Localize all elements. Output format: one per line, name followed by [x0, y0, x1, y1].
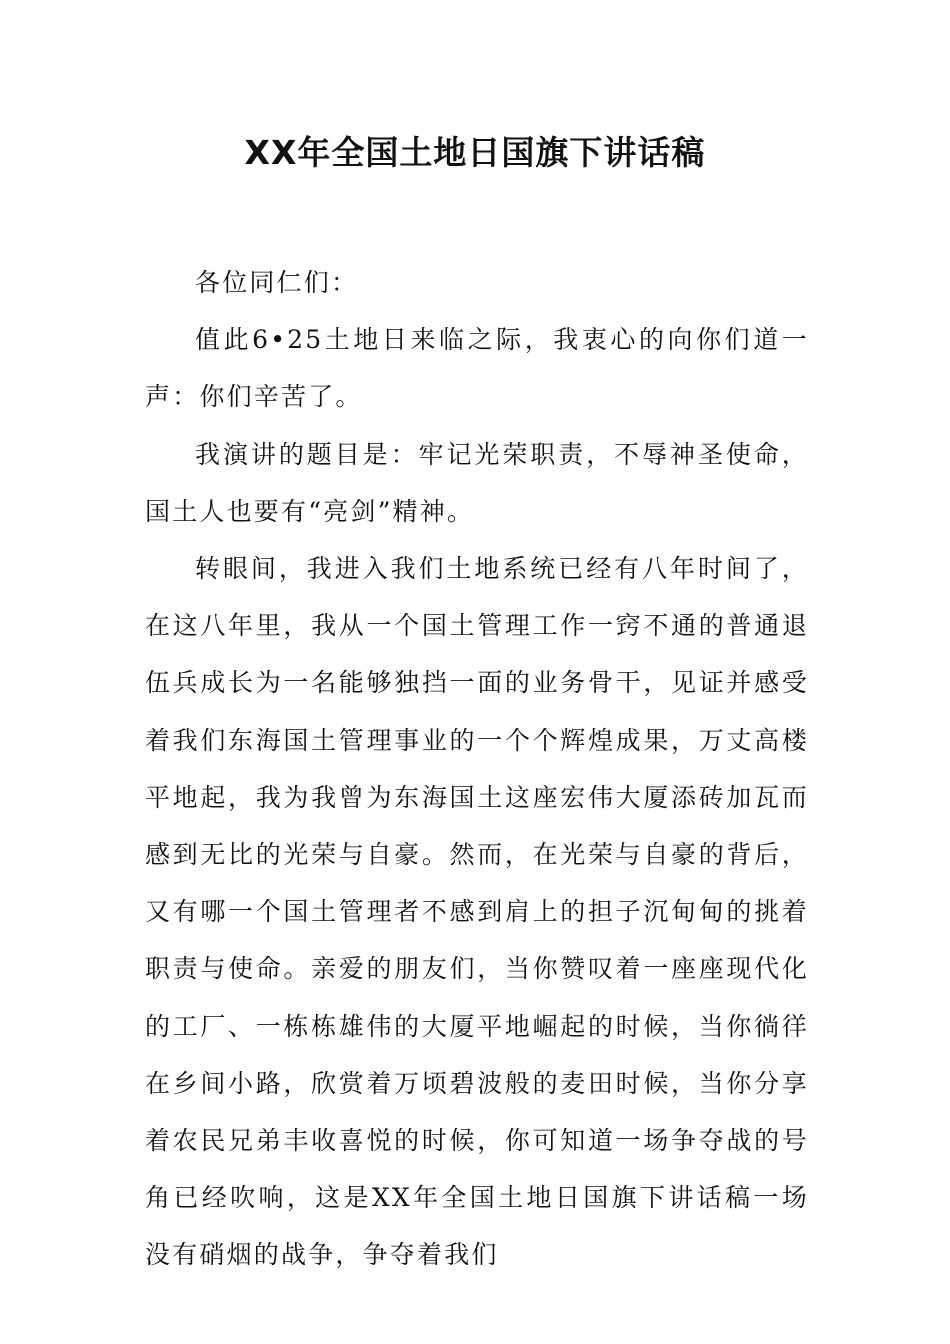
document-body: [145, 254, 809, 1284]
document-title: XX年全国土地日国旗下讲话稿: [244, 133, 706, 172]
topic-paragraph: 我演讲的题目是：牢记光荣职责，不辱神圣使命，国土人也要有“亮剑”精神。: [145, 439, 809, 526]
salutation-paragraph: 各位同仁们：: [195, 268, 359, 297]
main-paragraph: 转眼间，我进入我们土地系统已经有八年时间了，在这八年里，我从一个国土管理工作一窍不通的普通退伍兵成长为一名能够独挡一面的业务骨干，见证并感受着我们东海国土管理事业的一个个辉煌成果，万丈高楼平地起，我为我曾为东海国土这座宏伟大厦添砖加瓦而感到无比的光荣与自豪。然而，在光荣与自豪的背后，又有哪一个国土管理者不感到肩上的担子沉甸甸的挑着职责与使命。亲爱的朋友们，当你赞叹着一座座现代化的工厂、一栋栋雄伟的大厦平地崛起的时候，当你徜徉在乡间小路，欣赏着万顷碧波般的麦田时候，当你分享着农民兄弟丰收喜悦的时候，你可知道一场争夺战的号角已经吹响，这是XX年全国土地日国旗下讲话稿一场没有硝烟的战争，争夺着我们: [145, 554, 809, 1270]
greeting-paragraph: 值此6•25土地日来临之际，我衷心的向你们道一声：你们辛苦了。: [145, 325, 809, 412]
